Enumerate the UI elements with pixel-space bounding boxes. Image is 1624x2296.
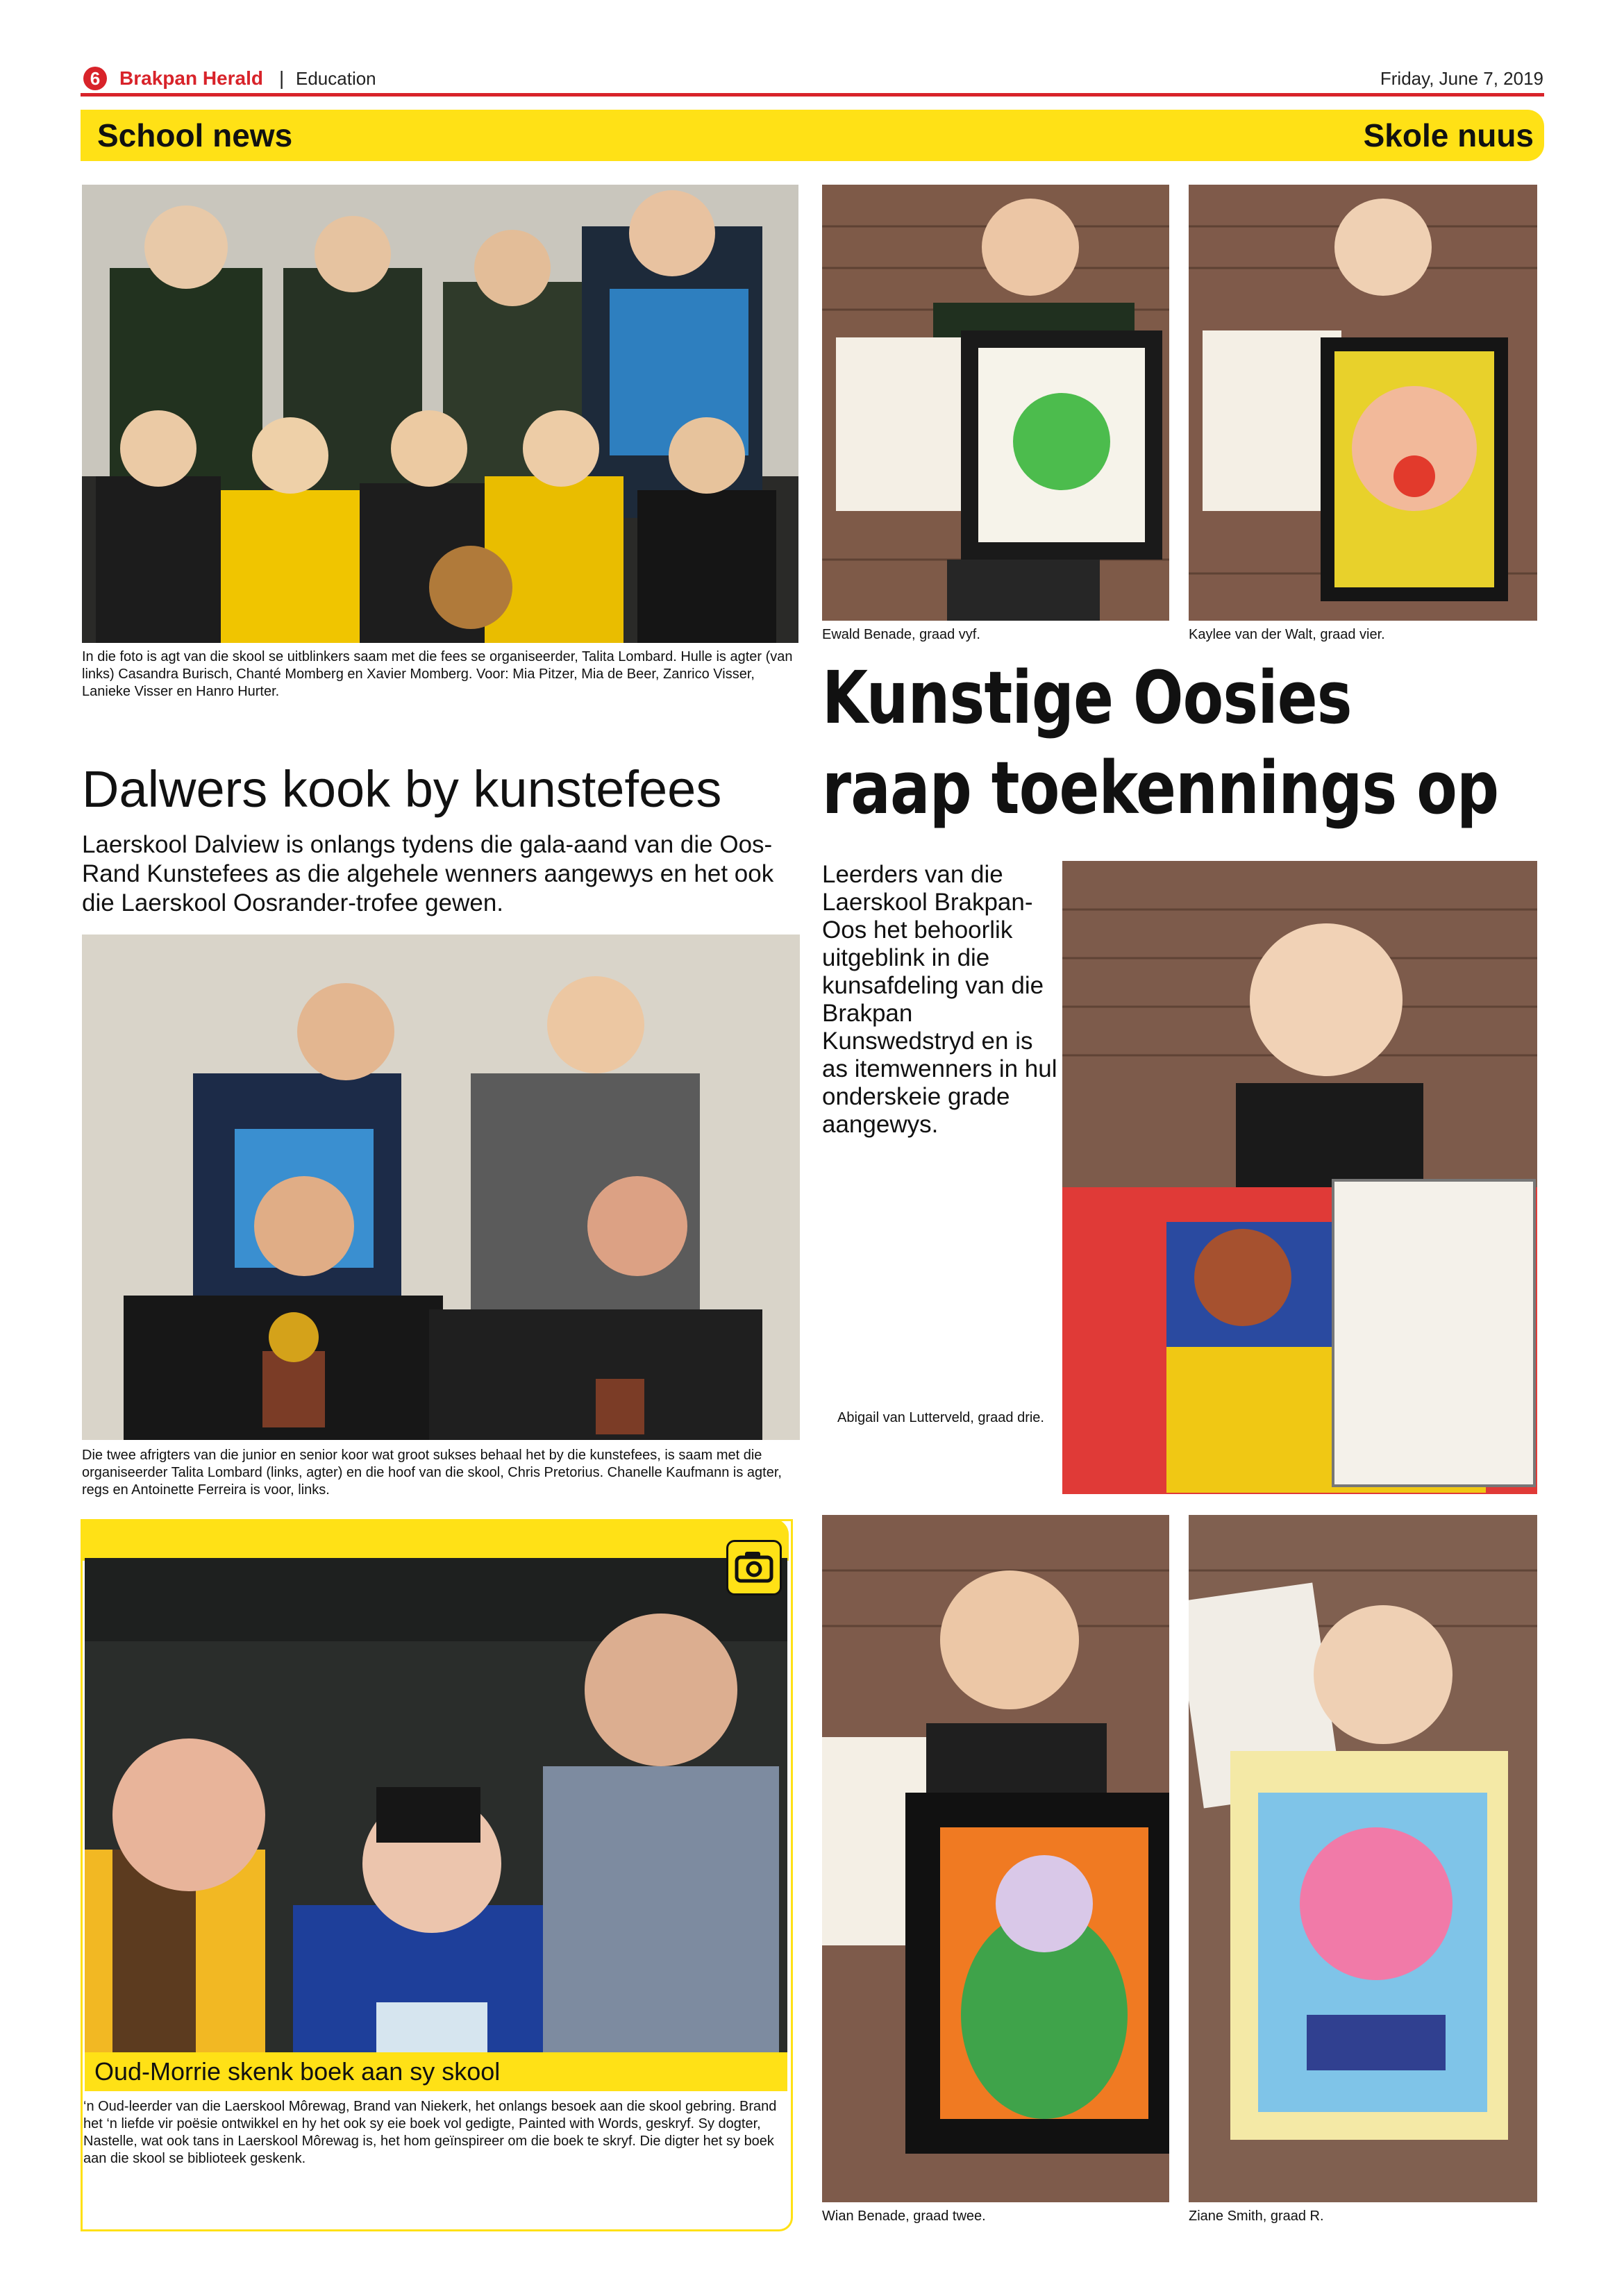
photo-kaylee-van-der-walt: [1189, 185, 1537, 621]
boxed-story-tab: [81, 1519, 789, 1561]
photo-caption-choir: Die twee afrigters van die junior en senior koor wat groot sukses behaal het by die kunstefees, is saam met die organiseerder Talita Lombard (links, agter) en die hoof van die skool, Chris Pretorius. Chanelle Kaufmann is agter, regs en Antoinette Ferreira is voor, links.: [82, 1448, 782, 1498]
photo-choir-coaches: [82, 935, 800, 1440]
photo-brand-van-niekerk: [85, 1558, 787, 2052]
header-rule: [81, 93, 1544, 97]
section-banner: [81, 110, 1544, 161]
photo-dalview-pupils: [82, 185, 798, 643]
caption-ziane: Ziane Smith, graad R.: [1189, 2209, 1324, 2224]
banner-title-afrikaans: Skole nuus: [1363, 117, 1534, 153]
photo-wian-benade: [822, 1515, 1169, 2202]
headline-line-1: Kunstige Oosies: [822, 655, 1352, 740]
issue-date: Friday, June 7, 2019: [1380, 68, 1543, 89]
intro-dalwers: Laerskool Dalview is onlangs tydens die gala-aand van die Oos-Rand Kunstefees as die algehele wenners aangewys en het ook die Laerskool Oosrander-trofee gewen.: [82, 831, 774, 916]
caption-ewald: Ewald Benade, graad vyf.: [822, 627, 980, 642]
page-number: 6: [83, 67, 107, 90]
photo-ewald-benade: [822, 185, 1169, 621]
photo-ziane-smith: [1189, 1515, 1537, 2202]
photo-caption-pupils: In die foto is agt van die skool se uitblinkers saam met die fees se organiseerder, Talita Lombard. Hulle is agter (van links) Casandra Burisch, Chanté Momberg en Xavier Momberg. Voor: Mia Pitzer, Mia de Beer, Zanrico Visser, Lanieke Visser en Hanro Hurter.: [82, 649, 793, 699]
banner-title-english: School news: [97, 117, 293, 153]
photo-abigail-van-lutterveld: [1062, 861, 1537, 1494]
boxed-story-title: Oud-Morrie skenk boek aan sy skool: [94, 2057, 501, 2086]
intro-kunstige-oosies: Leerders van die Laerskool Brakpan-Oos het behoorlik uitgeblink in die kunsafdeling van die Brakpan Kunswedstryd en is as itemwenners in hul onderskeie grade aangewys.: [822, 861, 1057, 1138]
camera-icon: [726, 1540, 782, 1595]
caption-wian: Wian Benade, graad twee.: [822, 2209, 986, 2224]
headline-kunstige-oosies: [822, 653, 1499, 833]
caption-abigail: Abigail van Lutterveld, graad drie.: [837, 1410, 1044, 1425]
boxed-story-body: ‘n Oud-leerder van die Laerskool Môrewag, Brand van Niekerk, het onlangs besoek aan die skool gebring. Brand het ‘n liefde vir poësie ontwikkel en hy het ook sy eie boek vol gedigte, Painted with Words, geskryf. Sy dogter, Nastelle, wat ook tans in Laerskool Môrewag is, het hom geïnspireer om die boek te skryf. Die digter het sy boek aan die skool se biblioteek geskenk.: [83, 2099, 777, 2166]
headline-dalwers: Dalwers kook by kunstefees: [82, 760, 722, 818]
section-label: Education: [296, 68, 376, 89]
caption-kaylee: Kaylee van der Walt, graad vier.: [1189, 627, 1385, 642]
masthead: Brakpan Herald: [119, 67, 263, 89]
header-separator: |: [279, 67, 285, 89]
headline-line-2: raap toekennings op: [822, 746, 1499, 830]
